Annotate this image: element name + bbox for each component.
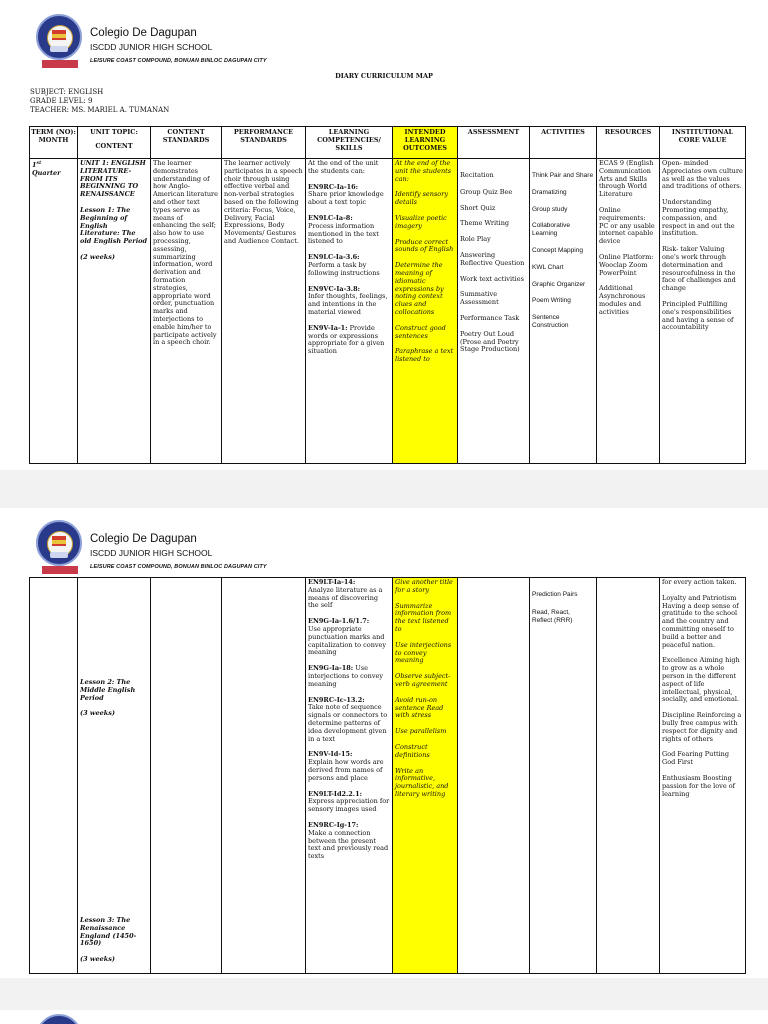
core-value-cell: Open- minded Appreciates own culture as well as the values and traditions of others. Understanding Promoting empathy, compassion, and respect in and out the institution. Risk- taker Valuing one's work through determination and resourcefulness in the face of challenges and change Principled Fulfilling one's responsibilities and having a sense of accountability xyxy=(660,159,746,464)
header-activities: ACTIVITIES xyxy=(530,127,597,159)
unit-topic-cell-2 xyxy=(78,578,151,974)
school-address: LEISURE COAST COMPOUND, BONUAN BINLOC DAGUPAN CITY xyxy=(90,58,267,64)
unit-topic-cell xyxy=(78,159,151,464)
header-term: TERM (NO): MONTH xyxy=(30,127,78,159)
assessment-cell-2 xyxy=(458,578,530,974)
school-seal-icon xyxy=(36,520,82,566)
school-address: LEISURE COAST COMPOUND, BONUAN BINLOC DAGUPAN CITY xyxy=(90,564,267,570)
lesson-3-weeks: (3 weeks) xyxy=(80,955,115,964)
activities-cell-2: Prediction Pairs Read, React, Reflect (RRR) xyxy=(530,578,597,974)
term-cell-2 xyxy=(30,578,78,974)
header-resources: RESOURCES xyxy=(597,127,660,159)
resources-cell-2 xyxy=(597,578,660,974)
school-header xyxy=(36,14,636,78)
lesson-2-title: Lesson 2: The Middle English Period xyxy=(80,678,136,702)
content-standards-cell-2 xyxy=(151,578,222,974)
curriculum-table-page2 xyxy=(29,577,746,974)
outcomes-cell: At the end of the unit the students can: Identify sensory details Visualize poetic imagery Produce correct sounds of English Determine the meaning of idiomatic expressions by noting context clues and collocations Construct good sentences Paraphrase a text listened to xyxy=(393,159,458,464)
school-name: Colegio De Dagupan xyxy=(90,533,197,545)
lesson-1-title: Lesson 1: The Beginning of English Literature: The old English Period xyxy=(80,205,148,246)
competencies-cell-2: EN9LT-Ia-14: Analyze literature as a means of discovering the self EN9G-Ia-1.6/1.7: Use appropriate punctuation marks and capitalization to convey meaning EN9G-Ia-18: Use interjections to convey meaning EN9RC-Ic-13.2: Take note of sequence signals or connectors to determine patterns of idea development given in a text EN9V-Id-15: Explain how words are derived from names of persons and place EN9LT-Id2.2.1: Express appreciation for sensory images used EN9RC-Ig-17: Make a connection between the present text and previously read texts xyxy=(306,578,393,974)
header-assessment: ASSESSMENT xyxy=(458,127,530,159)
school-seal-icon xyxy=(36,1014,82,1024)
header-core-value: INSTITUTIONAL CORE VALUE xyxy=(660,127,746,159)
resources-cell: ECAS 9 (English Communication Arts and Skills through World Literature Online requirements: PC or any usable internet capable device Online Platform: Wooclap Zoom PowerPoint Additional Asynchronous modules and activities xyxy=(597,159,660,464)
content-standards-cell: The learner demonstrates understanding of how Anglo-American literature and other text types serve as means of enhancing the self; also how to use processing, assessing, summarizing information, word derivation and formation strategies, appropriate word order, punctuation marks and interjections to enable him/her to participate actively in a speech choir. xyxy=(151,159,222,464)
header-content-standards: CONTENT STANDARDS xyxy=(151,127,222,159)
document-title: DIARY CURRICULUM MAP xyxy=(335,72,433,80)
header-competencies: LEARNING COMPETENCIES/ SKILLS xyxy=(306,127,393,159)
core-value-cell-2: for every action taken. Loyalty and Patriotism Having a deep sense of gratitude to the school and the country and committing oneself to build a better and peaceful nation. Excellence Aiming high to grow as a whole person in the different aspect of life intellectual, physical, socially, and emotional. Discipline Reinforcing a bully free campus with respect for dignity and rights of others God Fearing Putting God First Enthusiasm Boosting passion for the love of learning xyxy=(660,578,746,974)
school-header-2 xyxy=(36,520,636,584)
grade-line: GRADE LEVEL: 9 xyxy=(30,97,93,105)
document-meta xyxy=(30,88,169,115)
subject-line: SUBJECT: ENGLISH xyxy=(30,88,104,96)
header-unit-topic: UNIT TOPIC: CONTENT xyxy=(78,127,151,159)
curriculum-page-1 xyxy=(0,0,768,470)
unit-title: UNIT 1: ENGLISH LITERATURE- FROM ITS BEGINNING TO RENAISSANCE xyxy=(80,159,146,199)
curriculum-table-page1 xyxy=(29,126,746,464)
header-row xyxy=(30,127,746,159)
lesson-3-title: Lesson 3: The Renaissance England (1450-1650) xyxy=(80,916,137,948)
competencies-cell: At the end of the unit the students can: EN9RC-Ia-16: Share prior knowledge about a text topic EN9LC-Ia-8: Process information mentioned in the text listened to EN9LC-Ia-3.6: Perform a task by following instructions EN9VC-Ia-3.8: Infer thoughts, feelings, and intentions in the material viewed EN9V-Ia-1: Provide words or expressions appropriate for a given situation xyxy=(306,159,393,464)
seal-ribbon xyxy=(42,566,78,574)
content-row-2 xyxy=(30,578,746,974)
lesson-1-weeks: (2 weeks) xyxy=(80,252,115,261)
content-row xyxy=(30,159,746,464)
header-performance-standards: PERFORMANCE STANDARDS xyxy=(222,127,306,159)
lesson-2-weeks: (3 weeks) xyxy=(80,709,115,718)
school-seal-icon xyxy=(36,14,82,60)
school-unit: ISCDD JUNIOR HIGH SCHOOL xyxy=(90,548,213,558)
term-cell: 1st Quarter xyxy=(30,159,78,464)
activities-cell: Think Pair and Share Dramatizing Group study Collaborative Learning Concept Mapping KWL Chart Graphic Organizer Poem Writing Sentence Construction xyxy=(530,159,597,464)
school-name: Colegio De Dagupan xyxy=(90,27,197,39)
teacher-line: TEACHER: MS. MARIEL A. TUMANAN xyxy=(30,106,170,114)
curriculum-page-3 xyxy=(0,1010,768,1024)
performance-standards-cell-2 xyxy=(222,578,306,974)
seal-ribbon xyxy=(42,60,78,68)
performance-standards-cell: The learner actively participates in a speech choir through using effective verbal and non-verbal strategies based on the following criteria: Focus, Voice, Delivery, Facial Expressions, Body Movements/ Gestures and Audience Contact. xyxy=(222,159,306,464)
assessment-cell: Recitation Group Quiz Bee Short Quiz Theme Writing Role Play Answering Reflective Question Work text activities Summative Assessment Performance Task Poetry Out Loud (Prose and Poetry Stage Production) xyxy=(458,159,530,464)
outcomes-cell-2: Give another title for a story Summarize information from the text listened to Use interjections to convey meaning Observe subject-verb agreement Avoid run-on sentence Read with stress Use parallelism Construct definitions Write an informative, journalistic, and literary writing xyxy=(393,578,458,974)
school-unit: ISCDD JUNIOR HIGH SCHOOL xyxy=(90,42,213,52)
header-outcomes: INTENDED LEARNING OUTCOMES xyxy=(393,127,458,159)
curriculum-page-2 xyxy=(0,508,768,978)
